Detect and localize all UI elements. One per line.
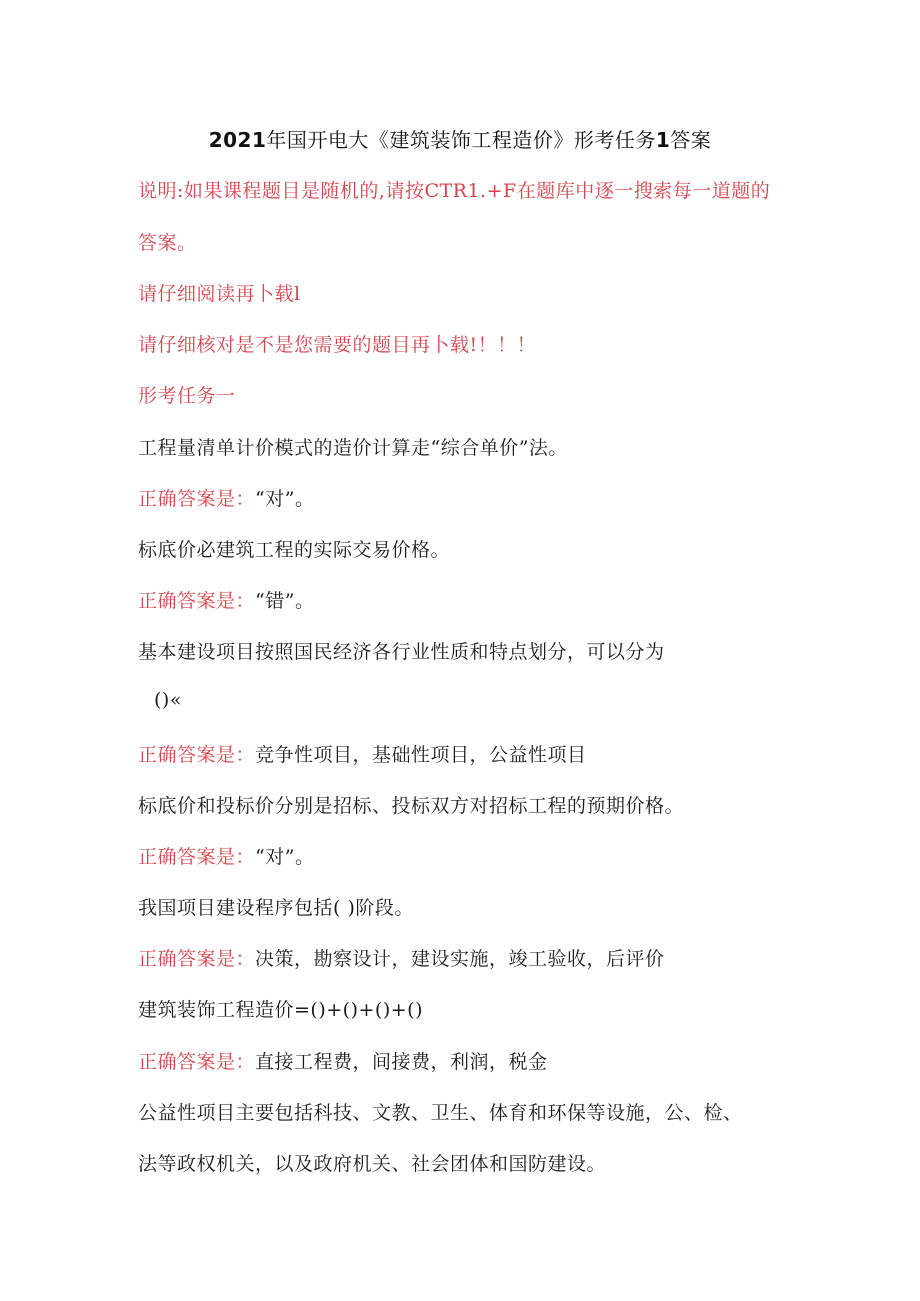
answer-label: 正确答案是： <box>138 948 256 970</box>
answer-text: “对”。 <box>255 846 315 868</box>
title-number: 1 <box>655 128 671 152</box>
answer-text: “错”。 <box>255 590 315 612</box>
answer-label: 正确答案是： <box>138 1051 256 1073</box>
notice-check: 请仔细核对是不是您需要的题目再卜载!！！！ <box>138 334 537 356</box>
question-1: 工程量清单计价模式的造价计算走“综合单价”法。 <box>138 437 568 459</box>
answer-3 <box>138 740 587 767</box>
answer-text: “对”。 <box>255 488 315 510</box>
notice-line-1: 说明:如果课程题目是随机的,请按CTR1.+F在题库中逐一搜索每一道题的 <box>138 180 771 202</box>
answer-label: 正确答案是： <box>138 744 256 766</box>
answer-label: 正确答案是： <box>138 846 256 868</box>
title-text: 年国开电大《建筑装饰工程造价》形考任务 <box>266 128 656 152</box>
question-7: 公益性项目主要包括科技、文教、卫生、体育和环保等设施，公、检、 <box>138 1102 743 1124</box>
notice-read: 请仔细阅读再卜载l <box>138 283 301 305</box>
answer-text: 直接工程费，间接费，利润，税金 <box>255 1051 548 1073</box>
document-title <box>0 124 920 153</box>
answer-label: 正确答案是： <box>138 590 256 612</box>
question-5: 我国项目建设程序包括( )阶段。 <box>138 897 414 919</box>
notice-line-2: 答案。 <box>138 232 197 254</box>
question-7-continued: 法等政权机关，以及政府机关、社会团体和国防建设。 <box>138 1153 607 1175</box>
answer-label: 正确答案是： <box>138 488 256 510</box>
title-suffix: 答案 <box>670 128 712 152</box>
answer-text: 竞争性项目，基础性项目，公益性项目 <box>255 744 587 766</box>
question-3: 基本建设项目按照国民经济各行业性质和特点划分，可以分为 <box>138 641 665 663</box>
question-2: 标底价必建筑工程的实际交易价格。 <box>138 539 451 561</box>
answer-text: 决策，勘察设计，建设实施，竣工验收，后评价 <box>255 948 665 970</box>
section-title: 形考任务一 <box>138 385 236 407</box>
question-6: 建筑装饰工程造价=()+()+()+() <box>138 999 423 1021</box>
question-4: 标底价和投标价分别是招标、投标双方对招标工程的预期价格。 <box>138 795 685 817</box>
answer-4 <box>138 842 314 869</box>
question-3-continued: ()« <box>154 689 182 711</box>
answer-6 <box>138 1047 548 1074</box>
answer-5 <box>138 944 665 971</box>
title-year: 2021 <box>208 128 267 152</box>
answer-1 <box>138 484 314 511</box>
answer-2 <box>138 586 314 613</box>
